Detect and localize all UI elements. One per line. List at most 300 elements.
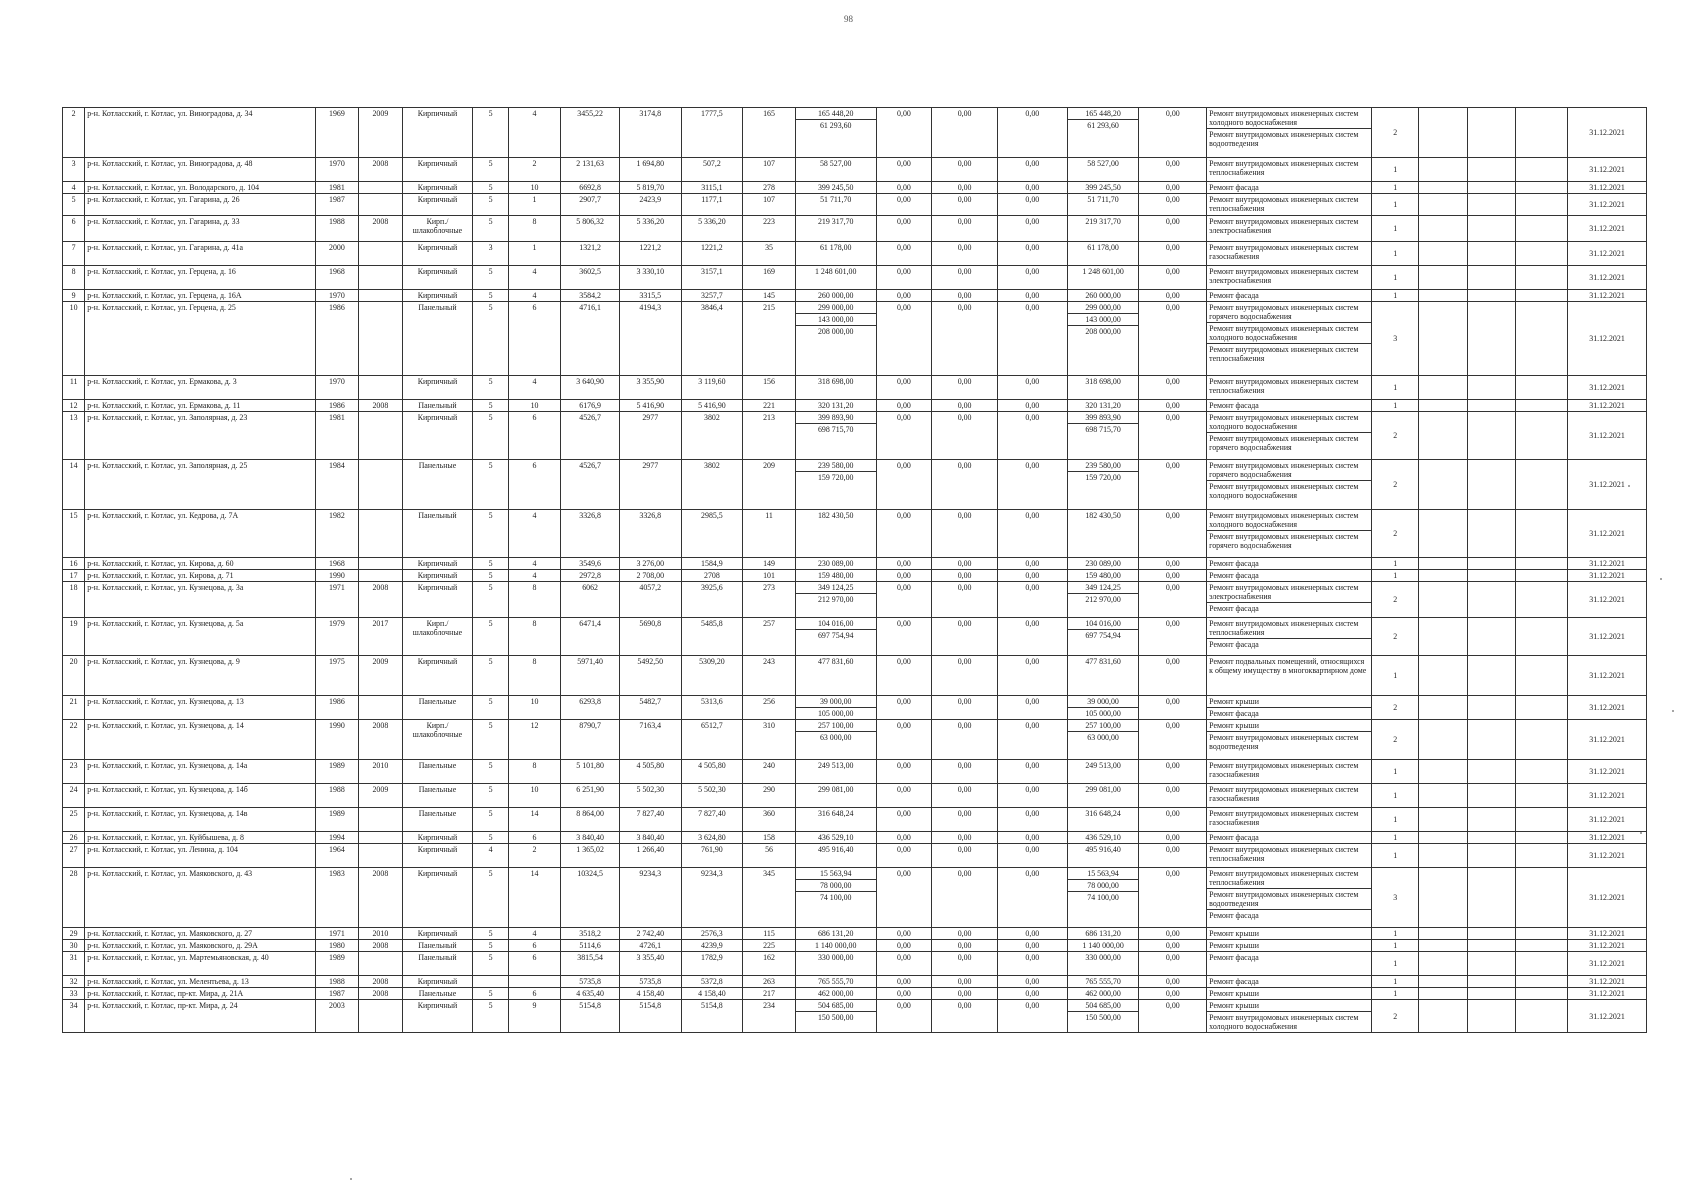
deadline: 31.12.2021 bbox=[1568, 940, 1647, 952]
floors: 5 bbox=[473, 302, 508, 376]
row-number: 3 bbox=[63, 158, 85, 182]
entrances: 10 bbox=[508, 400, 561, 412]
other-funds: 0,00 bbox=[1139, 656, 1207, 696]
repair-cost-item: 316 648,24 bbox=[817, 809, 854, 818]
empty-cell bbox=[1516, 976, 1568, 988]
owners-funds bbox=[1067, 242, 1139, 266]
other-funds: 0,00 bbox=[1139, 784, 1207, 808]
works-count: 1 bbox=[1371, 194, 1419, 216]
total-area: 8 864,00 bbox=[561, 808, 620, 832]
last-repair-year: 2009 bbox=[359, 784, 402, 808]
repair-work-type bbox=[1207, 928, 1372, 940]
empty-cell bbox=[1467, 656, 1516, 696]
repair-cost-item: 504 685,00 bbox=[817, 1001, 854, 1010]
empty-cell bbox=[1467, 216, 1516, 242]
repair-cost-item: 159 480,00 bbox=[817, 571, 854, 580]
empty-cell bbox=[1419, 108, 1468, 158]
row-number: 11 bbox=[63, 376, 85, 400]
floors: 3 bbox=[473, 242, 508, 266]
repair-work-type-item: Ремонт внутридомовых инженерных систем газоснабжения bbox=[1209, 761, 1359, 779]
repair-cost bbox=[795, 784, 876, 808]
repair-work-type-item: Ремонт внутридомовых инженерных систем электроснабжения bbox=[1209, 583, 1359, 601]
repair-cost-item: 697 754,94 bbox=[796, 629, 876, 641]
floors: 5 bbox=[473, 182, 508, 194]
repair-work-type bbox=[1207, 940, 1372, 952]
owners-funds bbox=[1067, 266, 1139, 290]
owners-funds bbox=[1067, 376, 1139, 400]
owners-funds-item: 63 000,00 bbox=[1068, 731, 1139, 743]
repair-cost-item: 165 448,20 bbox=[817, 109, 854, 118]
empty-cell bbox=[1516, 928, 1568, 940]
living-area: 2977 bbox=[619, 412, 681, 460]
last-repair-year bbox=[359, 302, 402, 376]
repair-work-type-item: Ремонт внутридомовых инженерных систем электроснабжения bbox=[1209, 217, 1359, 235]
empty-cell bbox=[1467, 988, 1516, 1000]
total-area: 3326,8 bbox=[561, 510, 620, 558]
repair-work-type bbox=[1207, 108, 1372, 158]
repair-cost-item: 212 970,00 bbox=[796, 593, 876, 605]
repair-cost-item: 257 100,00 bbox=[817, 721, 854, 730]
repair-cost-item: 1 248 601,00 bbox=[815, 267, 857, 276]
works-count: 2 bbox=[1371, 510, 1419, 558]
floors: 5 bbox=[473, 582, 508, 618]
entrances: 6 bbox=[508, 952, 561, 976]
address: р-н. Котласский, г. Котлас, ул. Кирова, д. 71 bbox=[85, 570, 315, 582]
fund-share: 0,00 bbox=[876, 412, 932, 460]
table-row bbox=[63, 194, 1647, 216]
entrances: 8 bbox=[508, 582, 561, 618]
other-funds: 0,00 bbox=[1139, 510, 1207, 558]
wall-material: Кирпичный bbox=[402, 290, 473, 302]
works-count: 1 bbox=[1371, 558, 1419, 570]
entrances: 1 bbox=[508, 194, 561, 216]
regional-budget: 0,00 bbox=[932, 108, 998, 158]
last-repair-year: 2008 bbox=[359, 158, 402, 182]
last-repair-year: 2017 bbox=[359, 618, 402, 656]
build-year: 1989 bbox=[315, 952, 358, 976]
fund-share: 0,00 bbox=[876, 940, 932, 952]
empty-cell bbox=[1419, 928, 1468, 940]
residents: 156 bbox=[743, 376, 796, 400]
other-funds: 0,00 bbox=[1139, 928, 1207, 940]
private-area: 5 416,90 bbox=[681, 400, 743, 412]
repair-work-type bbox=[1207, 290, 1372, 302]
entrances: 2 bbox=[508, 844, 561, 868]
table-row bbox=[63, 832, 1647, 844]
deadline: 31.12.2021 bbox=[1568, 216, 1647, 242]
empty-cell bbox=[1419, 266, 1468, 290]
empty-cell bbox=[1467, 182, 1516, 194]
build-year: 1979 bbox=[315, 618, 358, 656]
floors: 5 bbox=[473, 376, 508, 400]
last-repair-year bbox=[359, 412, 402, 460]
local-budget: 0,00 bbox=[997, 158, 1067, 182]
residents: 360 bbox=[743, 808, 796, 832]
row-number: 7 bbox=[63, 242, 85, 266]
repair-work-type-item: Ремонт крыши bbox=[1209, 1001, 1259, 1010]
empty-cell bbox=[1419, 868, 1468, 928]
last-repair-year: 2008 bbox=[359, 868, 402, 928]
repair-cost-item: 320 131,20 bbox=[817, 401, 854, 410]
address: р-н. Котласский, г. Котлас, ул. Мелентьева, д. 13 bbox=[85, 976, 315, 988]
empty-cell bbox=[1419, 158, 1468, 182]
residents: 56 bbox=[743, 844, 796, 868]
empty-cell bbox=[1467, 582, 1516, 618]
repair-cost-item: 436 529,10 bbox=[817, 833, 854, 842]
wall-material: Панельные bbox=[402, 760, 473, 784]
address: р-н. Котласский, г. Котлас, ул. Кузнецова, д. 9 bbox=[85, 656, 315, 696]
repair-cost-item: 58 527,00 bbox=[819, 159, 852, 168]
empty-cell bbox=[1467, 400, 1516, 412]
empty-cell bbox=[1419, 760, 1468, 784]
works-count: 1 bbox=[1371, 760, 1419, 784]
total-area: 3 840,40 bbox=[561, 832, 620, 844]
empty-cell bbox=[1419, 1000, 1468, 1033]
table-row bbox=[63, 940, 1647, 952]
floors: 5 bbox=[473, 400, 508, 412]
private-area: 1782,9 bbox=[681, 952, 743, 976]
entrances: 10 bbox=[508, 696, 561, 720]
build-year: 1982 bbox=[315, 510, 358, 558]
table-row bbox=[63, 988, 1647, 1000]
table-row bbox=[63, 844, 1647, 868]
living-area: 5735,8 bbox=[619, 976, 681, 988]
deadline: 31.12.2021 bbox=[1568, 108, 1647, 158]
empty-cell bbox=[1516, 376, 1568, 400]
owners-funds bbox=[1067, 760, 1139, 784]
repair-cost bbox=[795, 988, 876, 1000]
regional-budget: 0,00 bbox=[932, 266, 998, 290]
build-year: 1971 bbox=[315, 582, 358, 618]
empty-cell bbox=[1516, 242, 1568, 266]
works-count: 1 bbox=[1371, 656, 1419, 696]
build-year: 1981 bbox=[315, 412, 358, 460]
wall-material: Кирпичный bbox=[402, 558, 473, 570]
owners-funds-item: 249 513,00 bbox=[1085, 761, 1121, 770]
fund-share: 0,00 bbox=[876, 290, 932, 302]
build-year: 1986 bbox=[315, 400, 358, 412]
empty-cell bbox=[1516, 108, 1568, 158]
address: р-н. Котласский, г. Котлас, ул. Виноградова, д. 34 bbox=[85, 108, 315, 158]
owners-funds-item: 105 000,00 bbox=[1068, 707, 1139, 719]
empty-cell bbox=[1419, 510, 1468, 558]
repair-work-type-item: Ремонт фасада bbox=[1209, 571, 1259, 580]
empty-cell bbox=[1419, 242, 1468, 266]
address: р-н. Котласский, г. Котлас, ул. Герцена, д. 16А bbox=[85, 290, 315, 302]
works-count: 1 bbox=[1371, 940, 1419, 952]
regional-budget: 0,00 bbox=[932, 808, 998, 832]
wall-material: Кирпичный bbox=[402, 194, 473, 216]
other-funds: 0,00 bbox=[1139, 940, 1207, 952]
entrances: 8 bbox=[508, 656, 561, 696]
regional-budget: 0,00 bbox=[932, 510, 998, 558]
table-row bbox=[63, 570, 1647, 582]
row-number: 4 bbox=[63, 182, 85, 194]
row-number: 14 bbox=[63, 460, 85, 510]
last-repair-year: 2008 bbox=[359, 940, 402, 952]
wall-material: Панельный bbox=[402, 400, 473, 412]
fund-share: 0,00 bbox=[876, 242, 932, 266]
repair-work-type-item: Ремонт внутридомовых инженерных систем водоотведения bbox=[1207, 128, 1371, 149]
last-repair-year bbox=[359, 242, 402, 266]
fund-share: 0,00 bbox=[876, 868, 932, 928]
repair-cost-item: 698 715,70 bbox=[796, 423, 876, 435]
repair-cost bbox=[795, 194, 876, 216]
empty-cell bbox=[1467, 158, 1516, 182]
table-row bbox=[63, 108, 1647, 158]
address: р-н. Котласский, г. Котлас, ул. Кузнецова, д. 13 bbox=[85, 696, 315, 720]
address: р-н. Котласский, г. Котлас, ул. Герцена, д. 25 bbox=[85, 302, 315, 376]
repair-work-type-item: Ремонт внутридомовых инженерных систем горячего водоснабжения bbox=[1209, 461, 1359, 479]
row-number: 8 bbox=[63, 266, 85, 290]
owners-funds bbox=[1067, 290, 1139, 302]
repair-work-type bbox=[1207, 412, 1372, 460]
empty-cell bbox=[1419, 460, 1468, 510]
repair-cost-item: 105 000,00 bbox=[796, 707, 876, 719]
build-year: 1988 bbox=[315, 784, 358, 808]
empty-cell bbox=[1516, 194, 1568, 216]
wall-material: Кирпичный bbox=[402, 844, 473, 868]
entrances: 12 bbox=[508, 720, 561, 760]
other-funds: 0,00 bbox=[1139, 952, 1207, 976]
deadline: 31.12.2021 bbox=[1568, 558, 1647, 570]
other-funds: 0,00 bbox=[1139, 242, 1207, 266]
owners-funds-item: 316 648,24 bbox=[1085, 809, 1121, 818]
private-area: 5 502,30 bbox=[681, 784, 743, 808]
repair-work-type bbox=[1207, 158, 1372, 182]
table-row bbox=[63, 400, 1647, 412]
private-area: 5 336,20 bbox=[681, 216, 743, 242]
row-number: 23 bbox=[63, 760, 85, 784]
build-year: 1989 bbox=[315, 808, 358, 832]
owners-funds-item: 299 081,00 bbox=[1085, 785, 1121, 794]
total-area: 4 635,40 bbox=[561, 988, 620, 1000]
entrances: 8 bbox=[508, 618, 561, 656]
repair-cost-item: 143 000,00 bbox=[796, 313, 876, 325]
repair-cost bbox=[795, 376, 876, 400]
empty-cell bbox=[1419, 302, 1468, 376]
local-budget: 0,00 bbox=[997, 618, 1067, 656]
empty-cell bbox=[1516, 1000, 1568, 1033]
regional-budget: 0,00 bbox=[932, 952, 998, 976]
deadline: 31.12.2021 bbox=[1568, 720, 1647, 760]
empty-cell bbox=[1419, 784, 1468, 808]
floors: 5 bbox=[473, 868, 508, 928]
owners-funds bbox=[1067, 412, 1139, 460]
build-year: 1986 bbox=[315, 302, 358, 376]
fund-share: 0,00 bbox=[876, 832, 932, 844]
last-repair-year: 2008 bbox=[359, 216, 402, 242]
floors: 5 bbox=[473, 460, 508, 510]
repair-work-type-item: Ремонт внутридомовых инженерных систем водоотведения bbox=[1207, 888, 1371, 909]
owners-funds bbox=[1067, 194, 1139, 216]
works-count: 1 bbox=[1371, 570, 1419, 582]
local-budget: 0,00 bbox=[997, 976, 1067, 988]
local-budget: 0,00 bbox=[997, 266, 1067, 290]
floors: 5 bbox=[473, 266, 508, 290]
private-area: 3846,4 bbox=[681, 302, 743, 376]
total-area: 4526,7 bbox=[561, 460, 620, 510]
empty-cell bbox=[1419, 696, 1468, 720]
works-count: 1 bbox=[1371, 182, 1419, 194]
table-row bbox=[63, 216, 1647, 242]
residents: 215 bbox=[743, 302, 796, 376]
living-area: 1 694,80 bbox=[619, 158, 681, 182]
living-area: 5 416,90 bbox=[619, 400, 681, 412]
living-area: 7 827,40 bbox=[619, 808, 681, 832]
repair-cost bbox=[795, 558, 876, 570]
fund-share: 0,00 bbox=[876, 656, 932, 696]
table-row bbox=[63, 656, 1647, 696]
other-funds: 0,00 bbox=[1139, 868, 1207, 928]
deadline: 31.12.2021 bbox=[1568, 158, 1647, 182]
floors: 5 bbox=[473, 412, 508, 460]
living-area: 1 266,40 bbox=[619, 844, 681, 868]
repair-cost bbox=[795, 182, 876, 194]
regional-budget: 0,00 bbox=[932, 582, 998, 618]
table-row bbox=[63, 558, 1647, 570]
table-row bbox=[63, 784, 1647, 808]
residents: 101 bbox=[743, 570, 796, 582]
owners-funds-item: 239 580,00 bbox=[1085, 461, 1121, 470]
total-area: 5 806,32 bbox=[561, 216, 620, 242]
repair-work-type-item: Ремонт внутридомовых инженерных систем холодного водоснабжения bbox=[1209, 511, 1359, 529]
repair-cost-item: 399 893,90 bbox=[817, 413, 854, 422]
owners-funds-item: 698 715,70 bbox=[1068, 423, 1139, 435]
fund-share: 0,00 bbox=[876, 194, 932, 216]
private-area: 5154,8 bbox=[681, 1000, 743, 1033]
other-funds: 0,00 bbox=[1139, 266, 1207, 290]
last-repair-year: 2008 bbox=[359, 400, 402, 412]
row-number: 30 bbox=[63, 940, 85, 952]
regional-budget: 0,00 bbox=[932, 242, 998, 266]
repair-work-type-item: Ремонт внутридомовых инженерных систем электроснабжения bbox=[1209, 267, 1359, 285]
row-number: 18 bbox=[63, 582, 85, 618]
owners-funds-item: 212 970,00 bbox=[1068, 593, 1139, 605]
repair-work-type-item: Ремонт внутридомовых инженерных систем газоснабжения bbox=[1209, 809, 1359, 827]
works-count: 1 bbox=[1371, 266, 1419, 290]
repair-cost bbox=[795, 940, 876, 952]
row-number: 27 bbox=[63, 844, 85, 868]
repair-work-type-item: Ремонт внутридомовых инженерных систем газоснабжения bbox=[1209, 785, 1359, 803]
fund-share: 0,00 bbox=[876, 928, 932, 940]
table-row bbox=[63, 242, 1647, 266]
total-area: 4526,7 bbox=[561, 412, 620, 460]
regional-budget: 0,00 bbox=[932, 400, 998, 412]
owners-funds-item: 104 016,00 bbox=[1085, 619, 1121, 628]
other-funds: 0,00 bbox=[1139, 988, 1207, 1000]
other-funds: 0,00 bbox=[1139, 400, 1207, 412]
repair-work-type bbox=[1207, 510, 1372, 558]
owners-funds bbox=[1067, 182, 1139, 194]
build-year: 1988 bbox=[315, 976, 358, 988]
floors: 5 bbox=[473, 290, 508, 302]
table-row bbox=[63, 760, 1647, 784]
total-area: 5 101,80 bbox=[561, 760, 620, 784]
build-year: 1983 bbox=[315, 868, 358, 928]
other-funds: 0,00 bbox=[1139, 460, 1207, 510]
address: р-н. Котласский, г. Котлас, ул. Кузнецова, д. 5а bbox=[85, 618, 315, 656]
floors: 5 bbox=[473, 656, 508, 696]
empty-cell bbox=[1419, 808, 1468, 832]
deadline: 31.12.2021 bbox=[1568, 460, 1647, 510]
repair-work-type-item: Ремонт внутридомовых инженерных систем теплоснабжения bbox=[1209, 377, 1359, 395]
living-area: 5492,50 bbox=[619, 656, 681, 696]
address: р-н. Котласский, г. Котлас, ул. Ермакова, д. 11 bbox=[85, 400, 315, 412]
works-count: 2 bbox=[1371, 460, 1419, 510]
build-year: 1984 bbox=[315, 460, 358, 510]
owners-funds bbox=[1067, 976, 1139, 988]
row-number: 32 bbox=[63, 976, 85, 988]
last-repair-year bbox=[359, 290, 402, 302]
local-budget: 0,00 bbox=[997, 720, 1067, 760]
build-year: 2003 bbox=[315, 1000, 358, 1033]
other-funds: 0,00 bbox=[1139, 376, 1207, 400]
empty-cell bbox=[1516, 832, 1568, 844]
living-area: 3 330,10 bbox=[619, 266, 681, 290]
repair-work-type-item: Ремонт внутридомовых инженерных систем горячего водоснабжения bbox=[1207, 432, 1371, 453]
total-area: 3518,2 bbox=[561, 928, 620, 940]
private-area: 1777,5 bbox=[681, 108, 743, 158]
repair-work-type-item: Ремонт фасада bbox=[1207, 707, 1371, 719]
repair-work-type-item: Ремонт внутридомовых инженерных систем холодного водоснабжения bbox=[1209, 413, 1359, 431]
empty-cell bbox=[1467, 412, 1516, 460]
repair-cost-item: 74 100,00 bbox=[796, 891, 876, 903]
address: р-н. Котласский, г. Котлас, ул. Кузнецова, д. 14в bbox=[85, 808, 315, 832]
empty-cell bbox=[1516, 400, 1568, 412]
other-funds: 0,00 bbox=[1139, 976, 1207, 988]
empty-cell bbox=[1467, 266, 1516, 290]
total-area: 5154,8 bbox=[561, 1000, 620, 1033]
works-count: 1 bbox=[1371, 808, 1419, 832]
other-funds: 0,00 bbox=[1139, 558, 1207, 570]
repair-cost-item: 78 000,00 bbox=[796, 879, 876, 891]
repair-work-type-item: Ремонт внутридомовых инженерных систем теплоснабжения bbox=[1209, 159, 1359, 177]
repair-work-type-item: Ремонт крыши bbox=[1209, 721, 1259, 730]
residents: 162 bbox=[743, 952, 796, 976]
empty-cell bbox=[1467, 784, 1516, 808]
floors: 5 bbox=[473, 558, 508, 570]
total-area: 3602,5 bbox=[561, 266, 620, 290]
repair-cost-item: 330 000,00 bbox=[817, 953, 854, 962]
empty-cell bbox=[1419, 656, 1468, 696]
row-number: 29 bbox=[63, 928, 85, 940]
deadline: 31.12.2021 bbox=[1568, 510, 1647, 558]
row-number: 21 bbox=[63, 696, 85, 720]
repair-work-type-item: Ремонт внутридомовых инженерных систем горячего водоснабжения bbox=[1209, 303, 1359, 321]
living-area: 5482,7 bbox=[619, 696, 681, 720]
repair-work-type bbox=[1207, 400, 1372, 412]
build-year: 1970 bbox=[315, 290, 358, 302]
repair-work-type-item: Ремонт внутридомовых инженерных систем холодного водоснабжения bbox=[1207, 1011, 1371, 1032]
entrances: 10 bbox=[508, 784, 561, 808]
repair-work-type bbox=[1207, 618, 1372, 656]
address: р-н. Котласский, г. Котлас, ул. Кедрова, д. 7А bbox=[85, 510, 315, 558]
empty-cell bbox=[1467, 618, 1516, 656]
row-number: 9 bbox=[63, 290, 85, 302]
deadline: 31.12.2021 bbox=[1568, 808, 1647, 832]
works-count: 3 bbox=[1371, 868, 1419, 928]
private-area: 3 624,80 bbox=[681, 832, 743, 844]
owners-funds-item: 143 000,00 bbox=[1068, 313, 1139, 325]
living-area: 4 158,40 bbox=[619, 988, 681, 1000]
wall-material: Кирпичный bbox=[402, 376, 473, 400]
private-area: 1177,1 bbox=[681, 194, 743, 216]
empty-cell bbox=[1516, 696, 1568, 720]
repair-work-type bbox=[1207, 832, 1372, 844]
residents: 221 bbox=[743, 400, 796, 412]
build-year: 1994 bbox=[315, 832, 358, 844]
